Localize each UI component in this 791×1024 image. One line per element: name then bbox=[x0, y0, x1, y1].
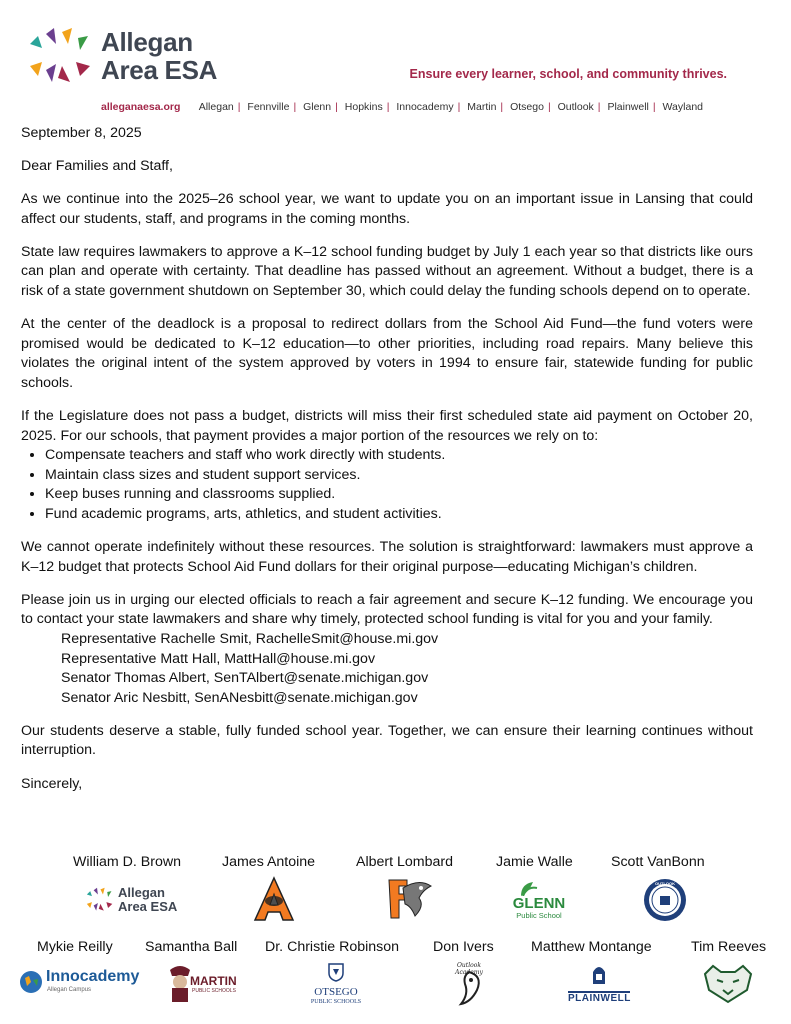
letterhead bbox=[0, 0, 791, 120]
district-name: Otsego bbox=[510, 101, 544, 113]
hopkins-logo bbox=[385, 876, 433, 922]
org-name-line1: Allegan bbox=[101, 27, 193, 57]
letter-date: September 8, 2025 bbox=[21, 125, 142, 141]
salutation: Dear Families and Staff, bbox=[21, 158, 173, 175]
signatory-name: James Antoine bbox=[222, 854, 316, 870]
innocademy-globe-icon bbox=[19, 970, 43, 994]
hopkins-eagle-icon bbox=[385, 876, 433, 922]
district-name: Fennville bbox=[247, 101, 290, 113]
glenn-sprout-icon bbox=[511, 878, 567, 896]
contact-line: Senator Aric Nesbitt, SenANesbitt@senate.michigan.gov bbox=[61, 689, 418, 706]
outlook-seal-logo: OUTLOOK bbox=[643, 878, 687, 922]
wildcat-head-icon bbox=[701, 964, 755, 1004]
paragraph: State law requires lawmakers to approve a K–12 school funding budget by July 1 each year so that districts like ours can plan and operate with certainty. That deadline has passed without an agreement. Without a budget, there is a risk of a state government shutdown on September 30, which could delay the funding schools depend on to operate. bbox=[21, 243, 753, 300]
signatory-name: William D. Brown bbox=[73, 854, 181, 870]
otsego-name: OTSEGO bbox=[314, 986, 358, 998]
signatory-name: Scott VanBonn bbox=[611, 854, 705, 870]
martin-name: MARTIN bbox=[190, 974, 237, 988]
paragraph: At the center of the deadlock is a proposal to redirect dollars from the School Aid Fund—the fund voters were promised would be dedicated to K–12 education—to other priorities, including road repairs. Many believe this violates the original intent of the system approved by voters in 1994 to ensure fair, statewide funding for public schools. bbox=[21, 316, 753, 391]
innocademy-name: Innocademy bbox=[46, 968, 140, 985]
plainwell-logo bbox=[568, 964, 630, 1004]
wayland-script: Outlook Academy bbox=[455, 962, 483, 976]
contact-line: Representative Rachelle Smit, RachelleSmit@house.mi.gov bbox=[61, 630, 439, 647]
district-name: Wayland bbox=[662, 101, 703, 113]
lawmaker-contacts bbox=[61, 630, 753, 708]
tagline: Ensure every learner, school, and community thrives. bbox=[409, 67, 727, 81]
otsego-crest-icon bbox=[326, 962, 346, 982]
district-name: Glenn bbox=[303, 101, 332, 113]
list-item: • Maintain class sizes and student support services. bbox=[45, 466, 753, 486]
wayland-bird-icon bbox=[447, 968, 491, 1008]
district-name: Martin bbox=[467, 101, 497, 113]
contact-line: Representative Matt Hall, MattHall@house.mi.gov bbox=[61, 650, 376, 667]
resource-list bbox=[21, 446, 753, 524]
list-item: • Fund academic programs, arts, athletics, and student activities. bbox=[45, 505, 753, 525]
wayland-logo bbox=[447, 962, 491, 1008]
list-item: • Keep buses running and classrooms supplied. bbox=[45, 485, 753, 505]
signatory-name: Samantha Ball bbox=[145, 939, 238, 955]
allegan-esa-small-logo: Allegan Area ESA bbox=[86, 884, 186, 916]
glenn-logo bbox=[511, 878, 567, 922]
glenn-subtitle: Public School bbox=[516, 911, 562, 920]
signatory-name: Dr. Christie Robinson bbox=[265, 939, 400, 955]
signatory-name: Jamie Walle bbox=[496, 854, 573, 870]
martin-subtitle: PUBLIC SCHOOLS bbox=[192, 988, 236, 994]
signatory-name: Don Ivers bbox=[433, 939, 494, 955]
allegan-esa-logo-icon bbox=[28, 26, 94, 88]
district-name: Innocademy bbox=[396, 101, 454, 113]
district-name: Hopkins bbox=[344, 101, 383, 113]
allegan-esa-mark-icon bbox=[86, 886, 114, 914]
district-bar: alleganaesa.org Allegan | Fennville | Glenn | Hopkins | Innocademy | Martin | Otsego | Outlook | Plainwell | Wayland bbox=[101, 101, 703, 113]
org-name-line2: Area ESA bbox=[101, 55, 218, 85]
innocademy-logo bbox=[19, 968, 139, 1002]
closing: Sincerely, bbox=[21, 775, 83, 792]
otsego-subtitle: PUBLIC SCHOOLS bbox=[310, 999, 362, 1005]
paragraph: We cannot operate indefinitely without these resources. The solution is straightforward: lawmakers must approve a K–12 budget that protects School Aid Fund dollars for their original purpose—educating Michigan’s children. bbox=[21, 539, 753, 575]
fennville-a-icon bbox=[253, 876, 295, 922]
glenn-name: GLENN bbox=[512, 895, 566, 912]
plainwell-trojan-icon bbox=[589, 964, 609, 986]
otsego-logo bbox=[308, 962, 364, 1006]
martin-logo bbox=[166, 964, 244, 1004]
allegan-tiger-logo bbox=[701, 964, 755, 1004]
letter-body bbox=[21, 124, 753, 808]
paragraph: Our students deserve a stable, fully funded school year. Together, we can ensure their learning continues without interruption. bbox=[21, 722, 753, 759]
district-name: Allegan bbox=[198, 101, 234, 113]
fennville-logo bbox=[253, 876, 295, 922]
plainwell-name: PLAINWELL bbox=[568, 993, 631, 1004]
signatory-name: Tim Reeves bbox=[691, 939, 767, 955]
signatory-name: Albert Lombard bbox=[356, 854, 453, 870]
signatory-name: Mykie Reilly bbox=[37, 939, 113, 955]
org-name bbox=[101, 28, 217, 84]
paragraph: As we continue into the 2025–26 school year, we want to update you on an important issue in Lansing that could affect our students, staff, and programs in the coming months. bbox=[21, 191, 753, 227]
paragraph: Please join us in urging our elected officials to reach a fair agreement and secure K–12 funding. We encourage you to contact your state lawmakers and share why timely, protected school funding is vital for you and your family. bbox=[21, 591, 753, 628]
contact-line: Senator Thomas Albert, SenTAlbert@senate.michigan.gov bbox=[61, 670, 429, 687]
list-item: • Compensate teachers and staff who work directly with students. bbox=[45, 446, 753, 466]
website-link[interactable]: alleganaesa.org bbox=[101, 101, 181, 113]
paragraph: If the Legislature does not pass a budget, districts will miss their first scheduled state aid payment on October 20, 2025. For our schools, that payment provides a major portion of the resources we rely on to: bbox=[21, 408, 753, 444]
district-name: Plainwell bbox=[607, 101, 649, 113]
innocademy-subtitle: Allegan Campus bbox=[47, 987, 92, 993]
signatory-name: Matthew Montange bbox=[531, 939, 652, 955]
district-name: Outlook bbox=[557, 101, 594, 113]
